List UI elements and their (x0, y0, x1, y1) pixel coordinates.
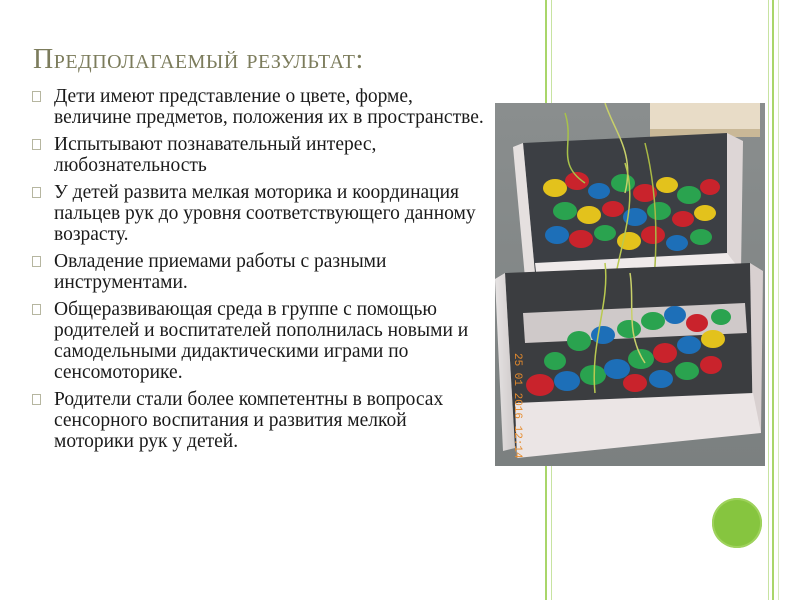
bullet-item (30, 86, 490, 128)
photo-bottle-caps (495, 103, 765, 466)
bullet-item (30, 389, 490, 452)
decor-line (772, 0, 774, 600)
bullet-item (30, 299, 490, 383)
bullet-text: Дети имеют представление о цвете, форме, величине предметов, положения их в пространстве. (54, 86, 484, 128)
bullet-item (30, 134, 490, 176)
bullet-marker-icon (32, 304, 41, 315)
bullet-marker-icon (32, 139, 41, 150)
bullet-text: Родители стали более компетентны в вопросах сенсорного воспитания и развития мелкой моторики рук у детей. (54, 389, 444, 452)
bullet-marker-icon (32, 256, 41, 267)
photo-date-stamp: 25 01 2016 12:14 (511, 353, 523, 459)
bullet-text: Овладение приемами работы с разными инструментами. (54, 251, 387, 293)
bullet-marker-icon (32, 394, 41, 405)
bullet-text: Общеразвивающая среда в группе с помощью родителей и воспитателей пополнилась новыми и самодельными дидактическими играми по сенсомоторике. (54, 299, 469, 383)
bullet-item (30, 251, 490, 293)
bullet-marker-icon (32, 187, 41, 198)
decor-circle (712, 498, 762, 548)
decor-line (768, 0, 769, 600)
bullet-item (30, 182, 490, 245)
bullet-marker-icon (32, 91, 41, 102)
bullet-text: Испытывают познавательный интерес, любознательность (54, 134, 377, 176)
decor-line (778, 0, 779, 600)
bullet-text: У детей развита мелкая моторика и координация пальцев рук до уровня соответствующего данному возрасту. (54, 182, 476, 245)
bullet-list (30, 86, 490, 458)
slide-title: Предполагаемый результат: (33, 44, 364, 75)
